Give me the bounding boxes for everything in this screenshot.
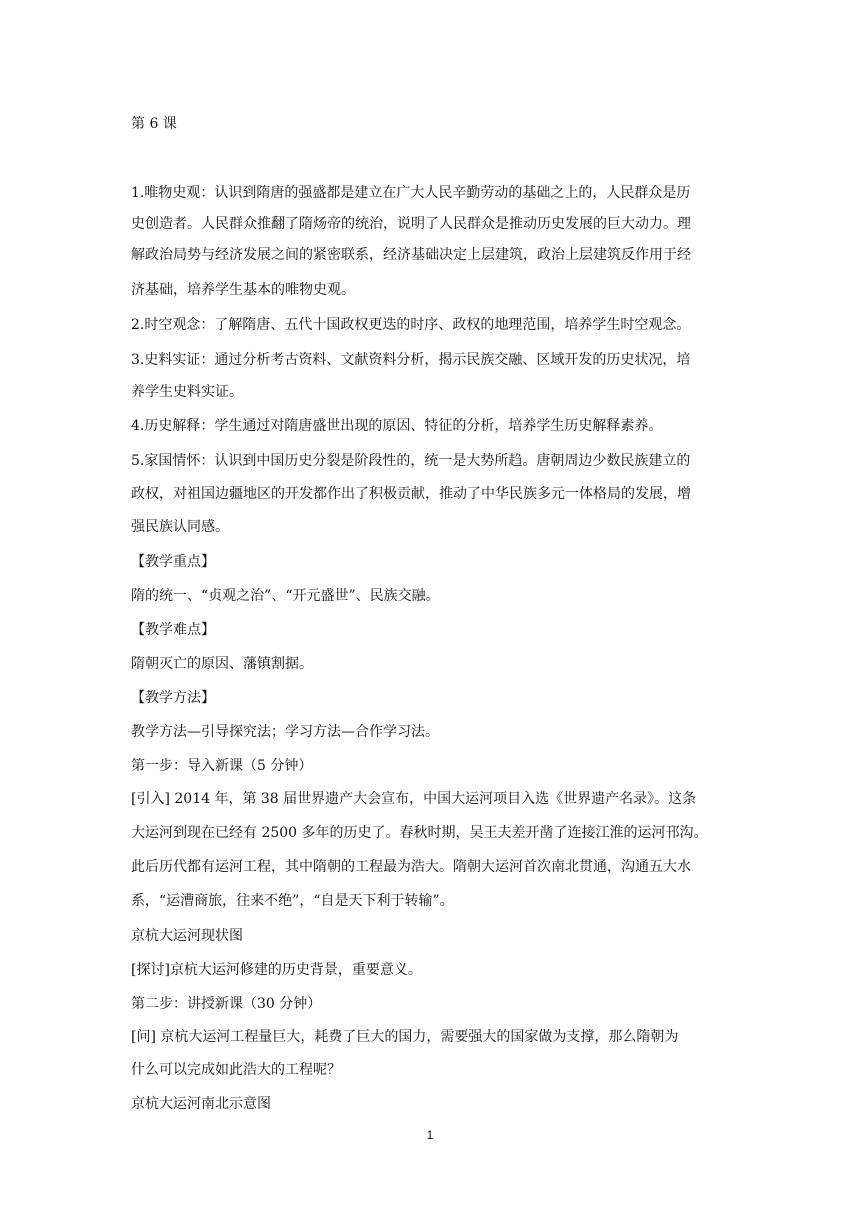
step-heading: 第二步：讲授新课（30 分钟） [131, 996, 322, 1012]
text-line: 解政治局势与经济发展之间的紧密联系，经济基础决定上层建筑，政治上层建筑反作用于经 [131, 247, 691, 263]
step-heading: 第一步：导入新课（5 分钟） [131, 758, 313, 774]
text-line: 济基础，培养学生基本的唯物史观。 [131, 282, 355, 298]
text-line: 大运河到现在已经有 2500 多年的历史了。春秋时期，吴王夫差开凿了连接江淮的运河邗沟。 [131, 825, 708, 841]
text-line: 2.时空观念：了解隋唐、五代十国政权更迭的时序、政权的地理范围，培养学生时空观念。 [131, 317, 691, 333]
text-line: 3.史料实证：通过分析考古资料、文献资料分析，揭示民族交融、区域开发的历史状况，培 [131, 352, 691, 368]
text-line: 养学生史料实证。 [131, 384, 243, 400]
text-line: 系，“运漕商旅，往来不绝”，“自是天下利于转输”。 [131, 893, 454, 909]
text-line: 隋的统一、“贞观之治”、“开元盛世”、民族交融。 [131, 588, 440, 604]
text-line: 教学方法—引导探究法；学习方法—合作学习法。 [131, 724, 439, 740]
figure-caption: 京杭大运河南北示意图 [131, 1096, 271, 1112]
text-line: 什么可以完成如此浩大的工程呢？ [131, 1062, 341, 1078]
figure-caption: 京杭大运河现状图 [131, 928, 243, 944]
section-heading: 【教学重点】 [131, 554, 215, 570]
text-line: 4.历史解释：学生通过对隋唐盛世出现的原因、特征的分析，培养学生历史解释素养。 [131, 418, 663, 434]
text-line: [问] 京杭大运河工程量巨大，耗费了巨大的国力，需要强大的国家做为支撑，那么隋朝为 [131, 1029, 679, 1045]
text-line: [探讨]京杭大运河修建的历史背景，重要意义。 [131, 962, 422, 978]
text-line: 政权，对祖国边疆地区的开发都作出了积极贡献，推动了中华民族多元一体格局的发展，增 [131, 486, 691, 502]
text-line: 1.唯物史观：认识到隋唐的强盛都是建立在广大人民辛勤劳动的基础之上的，人民群众是历 [131, 185, 691, 201]
lesson-title: 第 6 课 [131, 116, 177, 132]
text-line: 此后历代都有运河工程，其中隋朝的工程最为浩大。隋朝大运河首次南北贯通，沟通五大水 [131, 859, 691, 875]
section-heading: 【教学难点】 [131, 622, 215, 638]
section-heading: 【教学方法】 [131, 690, 215, 706]
page-number: 1 [426, 1128, 434, 1142]
text-line: 强民族认同感。 [131, 519, 229, 535]
text-line: [引入] 2014 年，第 38 届世界遗产大会宣布，中国大运河项目入选《世界遗产名录》。这条 [131, 791, 697, 807]
text-line: 史创造者。人民群众推翻了隋炀帝的统治，说明了人民群众是推动历史发展的巨大动力。理 [131, 216, 691, 232]
text-line: 5.家国情怀：认识到中国历史分裂是阶段性的，统一是大势所趋。唐朝周边少数民族建立的 [131, 453, 691, 469]
text-line: 隋朝灭亡的原因、藩镇割据。 [131, 656, 313, 672]
